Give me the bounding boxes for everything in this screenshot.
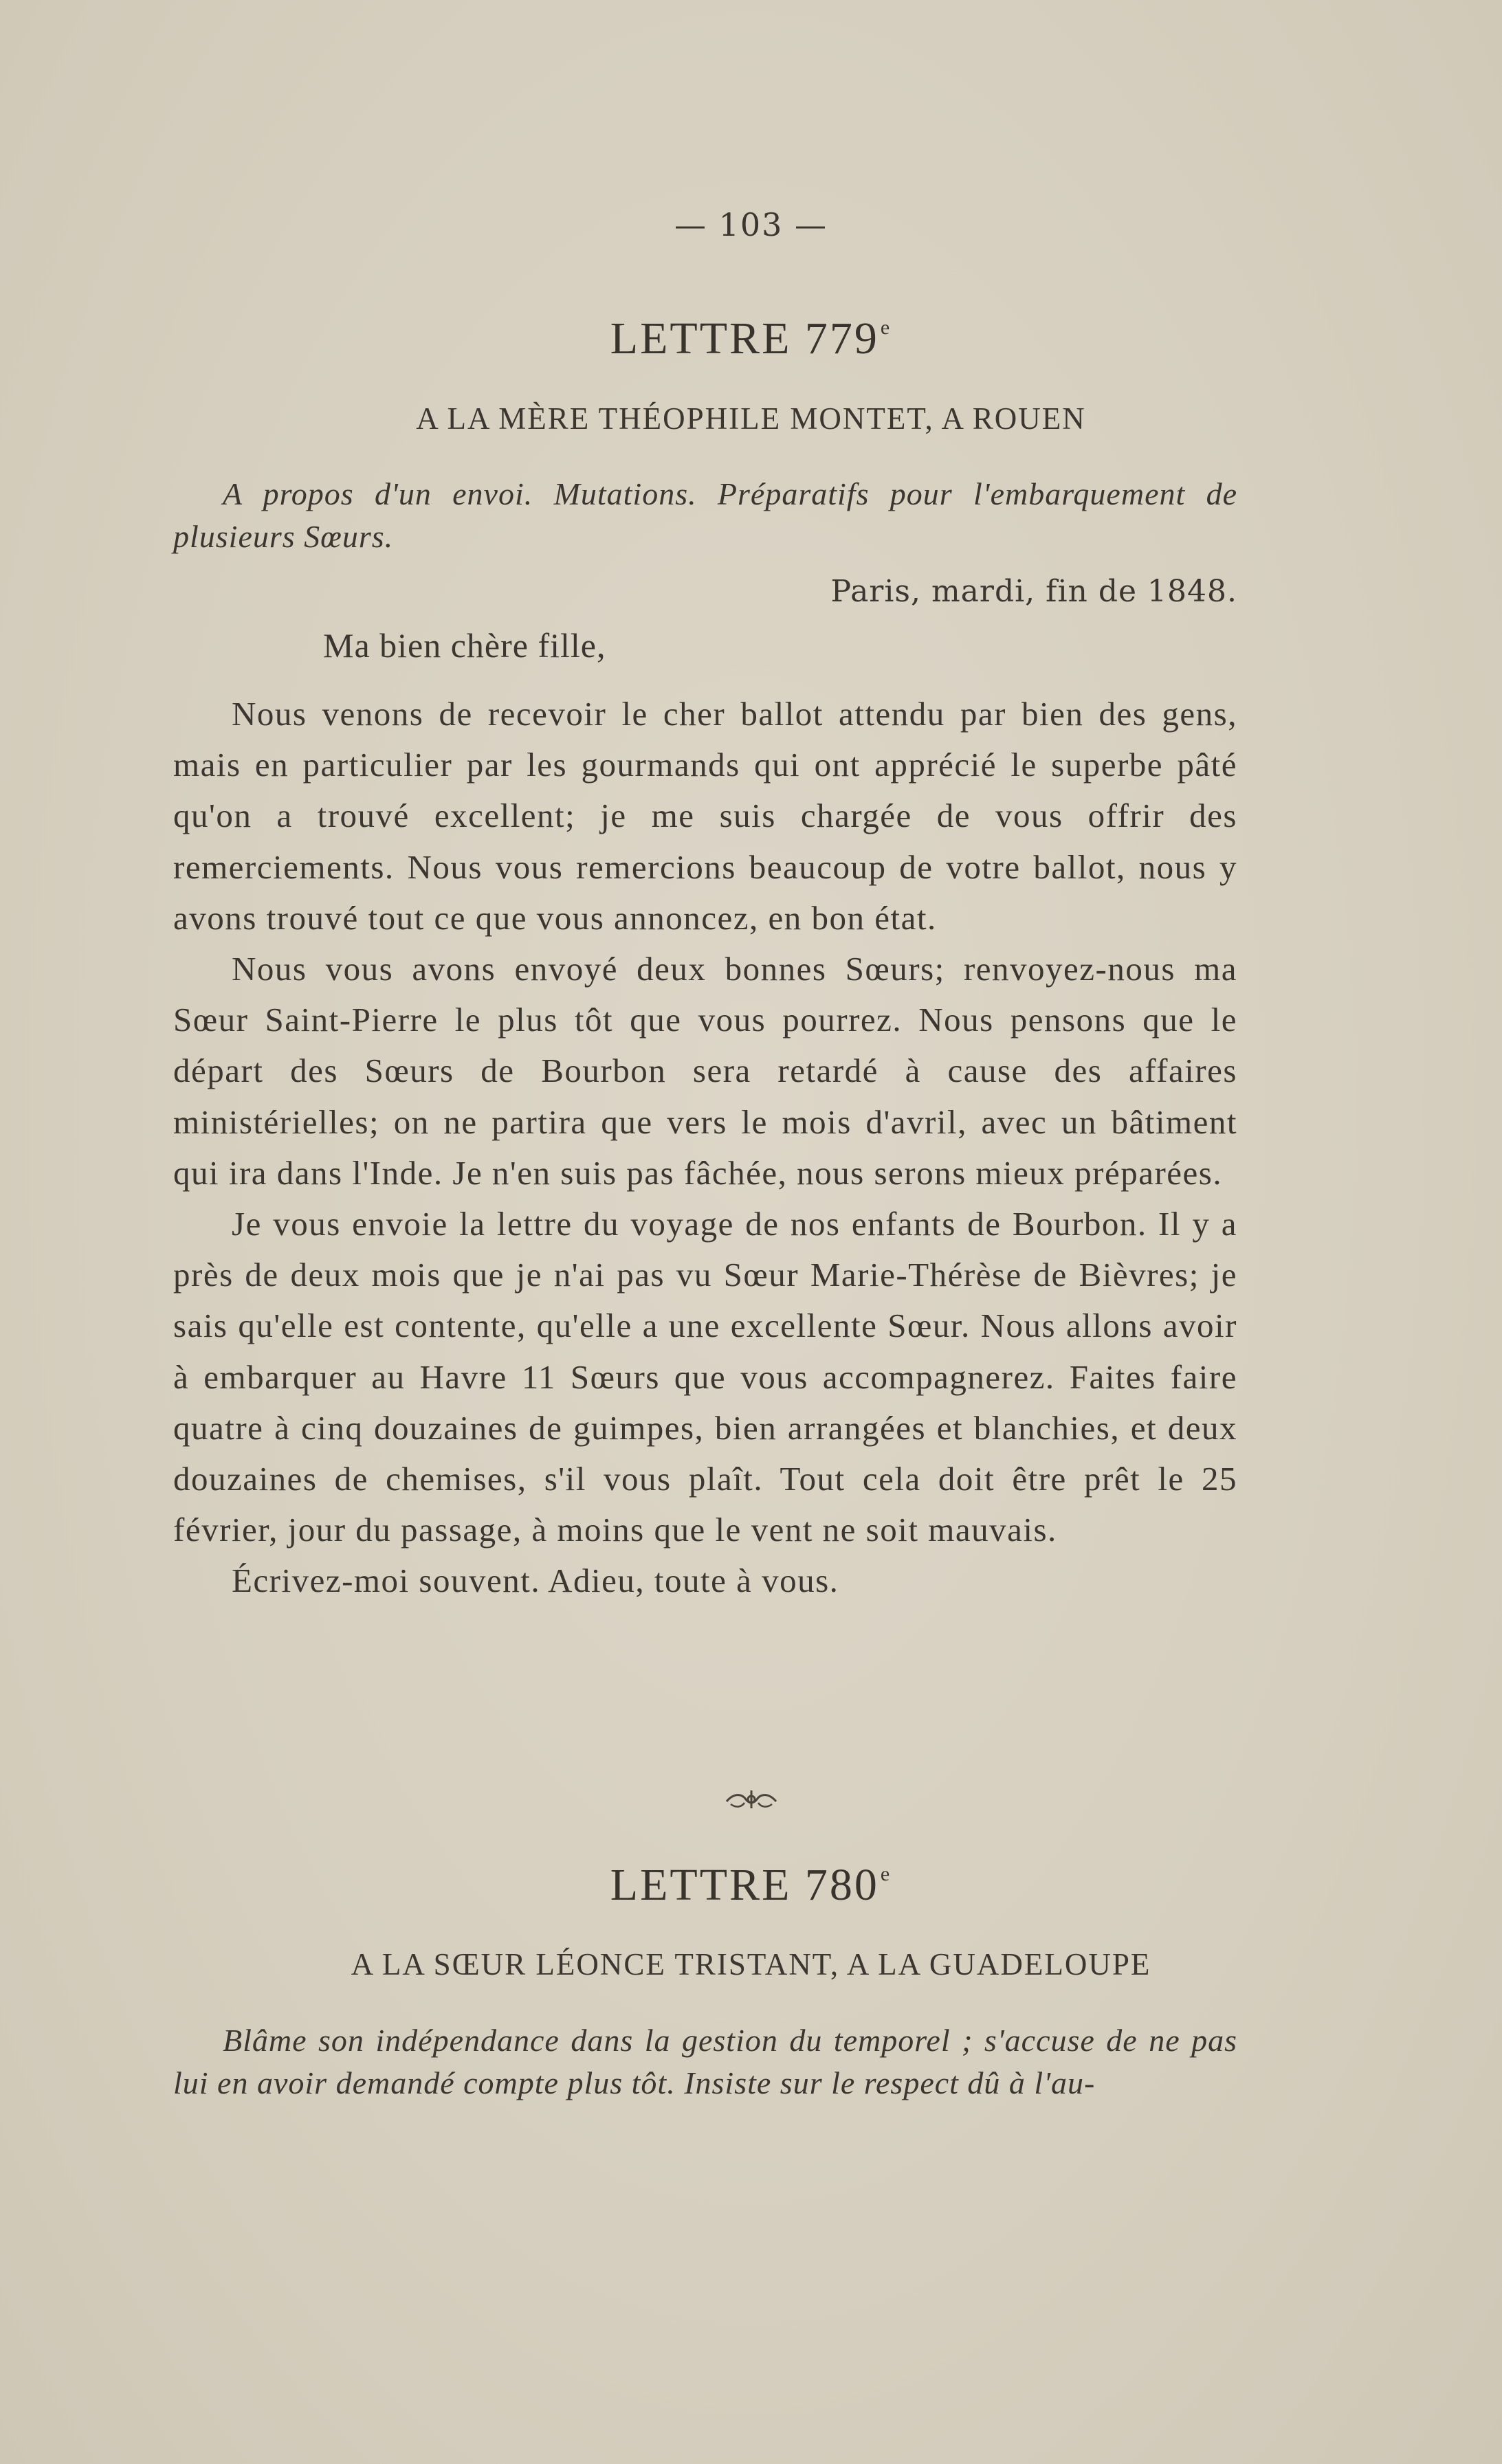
body-paragraph-3: Je vous envoie la lettre du voyage de nos enfants de Bourbon. Il y a près de deux mois que je n'ai pas vu Sœur Marie-Thérèse de Bièvres; je sais qu'elle est contente, qu'elle a une excellente Sœur. Nous allons avoir à embarquer au Havre 11 Sœurs que vous accompagnerez. Faites faire quatre à cinq douzaines de guimpes, bien arrangées et blanchies, et deux douzaines de chemises, s'il vous plaît. Tout cela doit être prêt le 25 février, jour du passage, à moins que le vent ne soit mauvais.	[173, 1205, 1237, 1549]
letter-779-body	[173, 689, 1237, 1607]
letter-780-title	[0, 1859, 1502, 1911]
letter-779-title	[0, 313, 1502, 365]
letter-779-title-sup: e	[880, 316, 892, 339]
vignette-flourish-icon	[0, 1782, 1502, 1819]
letter-779-recipient: A LA MÈRE THÉOPHILE MONTET, A ROUEN	[416, 401, 1086, 436]
letter-779-summary: A propos d'un envoi. Mutations. Préparatifs pour l'embarquement de plusieurs Sœurs.	[173, 476, 1237, 554]
letter-779-salutation: Ma bien chère fille,	[323, 626, 606, 665]
letter-780-summary: Blâme son indépendance dans la gestion du temporel ; s'accuse de ne pas lui en avoir demandé compte plus tôt. Insiste sur le respect dû à l'au-	[173, 2023, 1237, 2100]
letter-779-dateline: Paris, mardi, fin de 1848.	[830, 574, 1237, 609]
letter-780-title-sup: e	[880, 1863, 892, 1885]
page-number: — 103 —	[674, 206, 828, 243]
letter-779-title-text: LETTRE 779	[610, 313, 879, 364]
body-paragraph-2: Nous vous avons envoyé deux bonnes Sœurs; renvoyez-nous ma Sœur Saint-Pierre le plus tôt que vous pourrez. Nous pensons que le départ des Sœurs de Bourbon sera retardé à cause des affaires ministérielles; on ne partira que vers le mois d'avril, avec un bâtiment qui ira dans l'Inde. Je n'en suis pas fâchée, nous serons mieux préparées.	[173, 950, 1237, 1192]
body-paragraph-1: Nous venons de recevoir le cher ballot attendu par bien des gens, mais en particulier par les gourmands qui ont apprécié le superbe pâté qu'on a trouvé excellent; je me suis chargée de vous offrir des remerciements. Nous vous remercions beaucoup de votre ballot, nous y avons trouvé tout ce que vous annoncez, en bon état.	[173, 695, 1237, 937]
body-paragraph-4: Écrivez-moi souvent. Adieu, toute à vous.	[232, 1562, 839, 1600]
letter-780-title-text: LETTRE 780	[610, 1860, 879, 1910]
flourish-ornament-icon	[724, 1788, 779, 1811]
letter-780-recipient: A LA SŒUR LÉONCE TRISTANT, A LA GUADELOUPE	[351, 1947, 1151, 1982]
